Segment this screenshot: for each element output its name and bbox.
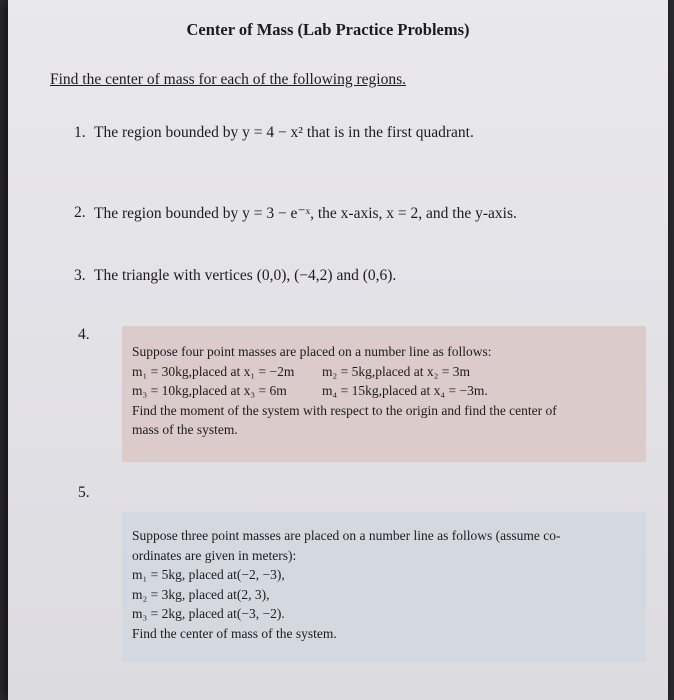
problem-1-text: The region bounded by y = 4 − x² that is in the first quadrant. — [94, 124, 474, 141]
problem-5-intro-line-1: Suppose three point masses are placed on a number line as follows (assume co- — [132, 528, 561, 543]
problem-4-box — [122, 326, 646, 462]
problem-3-number: 3. — [74, 267, 86, 284]
problem-5-m2: m₂ = 3kg, placed at(2, 3), — [132, 586, 270, 602]
problem-4-task-line-1: Find the moment of the system with respect to the origin and find the center of — [132, 402, 557, 418]
problem-5-m3: m₃ = 2kg, placed at(−3, −2). — [132, 606, 285, 621]
problem-5-task: Find the center of mass of the system. — [132, 625, 337, 641]
problem-2-number: 2. — [74, 204, 86, 221]
problem-1-number: 1. — [74, 124, 86, 141]
problem-4-intro: Suppose four point masses are placed on a number line as follows: — [132, 344, 492, 359]
problem-4-m3: m₃ = 10kg,placed at x₃ = 6m — [132, 383, 287, 398]
problem-4-number: 4. — [78, 326, 90, 343]
worksheet-page — [8, 0, 668, 700]
problem-4-m1: m₁ = 30kg,placed at x₁ = −2m — [132, 363, 295, 379]
problem-4-m4: m₄ = 15kg,placed at x₄ = −3m. — [322, 383, 488, 398]
problem-5-m1: m₁ = 5kg, placed at(−2, −3), — [132, 567, 285, 582]
page-title: Center of Mass (Lab Practice Problems) — [186, 20, 470, 39]
problem-4-masses-row-2 — [132, 381, 636, 401]
problem-5-box — [122, 512, 646, 662]
problem-4-masses-row-1 — [132, 362, 636, 382]
problem-3-text: The triangle with vertices (0,0), (−4,2) and (0,6). — [94, 267, 397, 284]
problem-4-task-line-2: mass of the system. — [132, 422, 238, 437]
problem-2-text: The region bounded by y = 3 − e⁻ˣ, the x-axis, x = 2, and the y-axis. — [94, 205, 517, 222]
instructions: Find the center of mass for each of the following regions. — [50, 71, 406, 88]
problem-4-m2: m₂ = 5kg,placed at x₂ = 3m — [322, 363, 470, 379]
problem-5-number: 5. — [78, 484, 90, 501]
problem-5-intro-line-2: ordinates are given in meters): — [132, 547, 297, 563]
